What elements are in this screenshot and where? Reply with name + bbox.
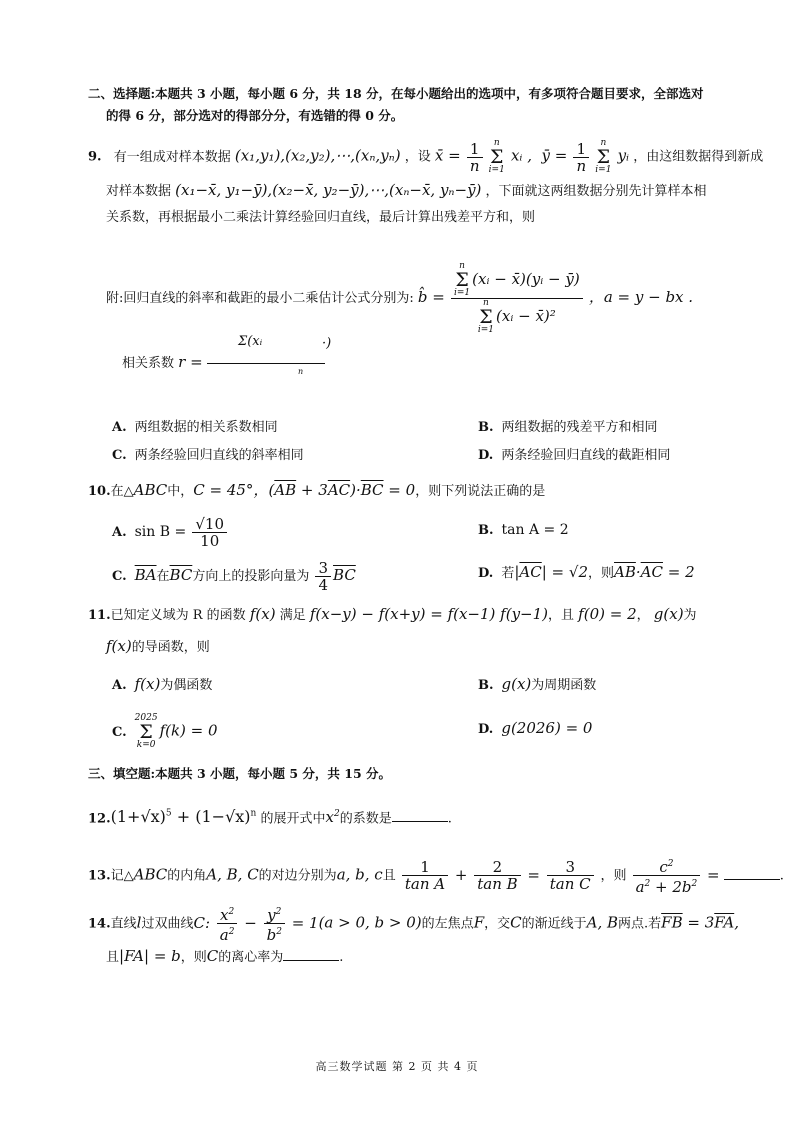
q10-number: 10. (88, 484, 111, 499)
option-label: D. (478, 566, 494, 581)
q9-corr-fraction-bar (207, 363, 325, 364)
q14-math: (a > 0, b > 0) (318, 913, 422, 932)
q13-equation: $\frac{1}{\text{tan A}}$ + $\frac{2}{\text{tan B}}$ = $\frac{3}{\text{tan C}}$ (400, 866, 601, 884)
q14-stem (88, 904, 739, 943)
q10-option-c[interactable] (112, 560, 356, 593)
q14-math: |FA| = b (119, 947, 181, 965)
q14-math: F (473, 913, 485, 932)
q13-text: 记△ (110, 868, 134, 884)
q13-text: 的对边分别为 (258, 868, 337, 884)
q9-option-d[interactable] (478, 446, 670, 466)
q9-yi: yᵢ (617, 146, 630, 165)
q9-appendix (106, 262, 693, 335)
q13-target: $\frac{c^2}{a^2 + 2b^2}$ = (631, 866, 720, 884)
q11-text: 为 (683, 608, 697, 623)
sum-symbol: n Σ i=1 (454, 261, 471, 298)
q14-math: C (206, 947, 219, 965)
q13-text: ，则 (600, 868, 627, 884)
q9-xi: xᵢ , ȳ = (510, 146, 568, 165)
q13-answer-blank[interactable] (724, 865, 780, 880)
q11-text: ， (636, 608, 650, 623)
q11-math: f(x−y) − f(x+y) = f(x−1) f(y−1) (309, 605, 549, 623)
q9-corr-label: 相关系数 (122, 356, 175, 371)
q9-option-c[interactable] (112, 446, 304, 466)
q9-intercept: ，a = y − bx . (588, 288, 694, 306)
q13-math: ABC (133, 865, 168, 884)
q10-stem (88, 480, 545, 502)
q13-text: . (779, 868, 784, 884)
q14-answer-blank[interactable] (283, 946, 339, 961)
q14-text: 的离心率为 (218, 950, 284, 965)
q11-stem-cont (106, 636, 210, 658)
q14-math: C (510, 913, 522, 932)
q10-text: 中， (167, 484, 194, 499)
q13-math: a, b, c (336, 865, 383, 884)
q9-slope-fraction: n Σ i=1(xᵢ − x̄)(yᵢ − ȳ) n Σ i=1(xᵢ − x̄)² (451, 262, 583, 335)
q9-corr-numerator-end: ·) (322, 336, 332, 351)
q14-text: ，则 (180, 950, 207, 965)
fill-section-header: 三、填空题:本题共 3 小题，每小题 5 分，共 15 分。 (88, 766, 392, 781)
q14-number: 14. (88, 916, 111, 932)
q14-vector-relation: $\overline{FB} = 3\overline{FA}$, (661, 913, 739, 932)
q14-text: . (339, 950, 344, 965)
q11-text: 已知定义域为 R 的函数 (110, 608, 246, 623)
q9-line3: 关系数，再根据最小二乘法计算经验回归直线，最后计算出残差平方和，则 (106, 210, 536, 225)
option-label: D. (478, 448, 494, 463)
q11-math: g(x) (653, 605, 684, 623)
sum-symbol: n Σ i=1 (595, 138, 612, 175)
option-math: g(x) (501, 675, 532, 693)
sum-symbol: n Σ i=1 (488, 138, 505, 175)
q9-text: ，下面就这两组数据分别先计算样本相 (485, 184, 707, 199)
q11-math: f(x) (249, 605, 276, 623)
q9-frac: $\frac{1}{n}$ (467, 141, 483, 174)
option-text: 两组数据的残差平方和相同 (501, 420, 658, 435)
q9-text: 有一组成对样本数据 (113, 149, 231, 165)
q9-corr-numerator: Σ(xᵢ (238, 334, 263, 349)
q10-text: 在△ (110, 484, 134, 499)
option-label: A. (112, 678, 127, 693)
q10-angle: C = 45°， (193, 481, 269, 499)
q11-number: 11. (88, 608, 111, 623)
option-text: 若 (501, 566, 515, 581)
option-text: tan A = 2 (501, 522, 569, 538)
choice-section-header-cont: 的得 6 分，部分选对的得部分分，有选错的得 0 分。 (106, 108, 404, 123)
sum-symbol: 2025 Σ k=0 (134, 713, 158, 750)
q10-triangle: ABC (133, 481, 168, 499)
q10-c-fraction: $\frac{3}{4}$ (315, 560, 331, 593)
q14-text: 过双曲线 (141, 916, 194, 932)
q14-text: 直线 (110, 916, 137, 932)
q12-text: 的展开式中 (260, 811, 326, 827)
option-text: ，则 (588, 566, 615, 581)
option-label: A. (112, 525, 127, 540)
q11-math: f(0) = 2 (578, 605, 637, 623)
sum-symbol: n Σ i=1 (477, 298, 495, 335)
q11-math: f(x) (106, 637, 132, 655)
page-footer: 高三数学试题 第 2 页 共 4 页 (315, 1060, 479, 1073)
q9-line1 (88, 139, 763, 175)
q9-r: r = (178, 353, 203, 371)
q10-vector-condition: $(\overline{AB} + 3\overline{AC})\cdot\overline{BC} = 0$ (268, 481, 416, 499)
q13-stem (88, 856, 784, 895)
q14-text: 的左焦点 (421, 916, 474, 932)
q10-d-condition: $|\overline{AC}| = √2$ (514, 563, 588, 581)
choice-section-header: 二、选择题:本题共 3 小题，每小题 6 分，共 18 分，在每小题给出的选项中，有多项符合题目要求，全部选对 (88, 86, 704, 101)
q13-number: 13. (88, 868, 111, 884)
q11-option-a[interactable] (112, 674, 212, 696)
q11-option-d[interactable] (478, 718, 592, 740)
option-text: 在 (156, 569, 170, 584)
q13-math: A, B, C (206, 865, 259, 884)
option-label: B. (478, 523, 494, 538)
option-label: C. (112, 569, 127, 584)
option-label: B. (478, 420, 494, 435)
q9-appendix-label: 附:回归直线的斜率和截距的最小二乘估计公式分别为: (106, 291, 414, 306)
q12-term: $x^2$ (325, 808, 340, 827)
q9-correlation (122, 334, 332, 376)
q9-b-hat: b̂ = (417, 288, 445, 306)
q14-text: 两点.若 (618, 916, 662, 932)
q9-text: 对样本数据 (106, 184, 172, 199)
option-label: A. (112, 420, 127, 435)
q11-option-b[interactable] (478, 674, 596, 696)
q9-number: 9. (88, 149, 102, 165)
option-text: 为偶函数 (160, 678, 213, 693)
option-text: 两条经验回归直线的斜率相同 (134, 448, 304, 463)
q14-text: 的渐近线于 (521, 916, 587, 932)
option-text: 为周期函数 (531, 678, 597, 693)
option-text: sin B = (134, 524, 187, 540)
q9-new-data: (x₁−x̄, y₁−ȳ),(x₂−x̄, y₂−ȳ),⋯,(xₙ−x̄, yₙ−ȳ) (175, 181, 482, 199)
q9-text: ，由这组数据得到新成 (633, 149, 764, 165)
q10-vec-ba: $\overline{BA}$ (134, 566, 157, 584)
q12-answer-blank[interactable] (392, 807, 448, 822)
q12-expression: $(1+√x)^5 + (1-√x)^n$ (110, 807, 257, 827)
q11-stem (88, 604, 697, 626)
q13-text: 且 (382, 868, 396, 884)
q9-line2 (106, 180, 707, 202)
q9-corr-denominator: n (298, 367, 304, 376)
q12-text: 的系数是 (339, 811, 392, 827)
option-math: g(2026) = 0 (501, 719, 593, 737)
q12-text: . (447, 811, 452, 827)
q14-text: 且 (106, 950, 120, 965)
q10-vec-bc: $\overline{BC}$ (169, 566, 193, 584)
option-math: f(x) (134, 675, 161, 693)
q10-a-fraction: $\frac{√10}{10}$ (192, 516, 227, 549)
q11-text: 的导函数，则 (131, 640, 210, 655)
q14-math: l (136, 913, 142, 932)
q14-math: A, B (586, 913, 619, 932)
option-label: C. (112, 448, 127, 463)
q14-text: ，交 (484, 916, 511, 932)
q9-mean-x: x̄ = (434, 146, 461, 165)
option-text: 两条经验回归直线的截距相同 (501, 448, 671, 463)
q13-text: 的内角 (167, 868, 207, 884)
option-label: B. (478, 678, 494, 693)
q11-option-c[interactable] (112, 714, 218, 750)
q14-hyperbola: C: $\frac{x^2}{a^2}$ − $\frac{y^2}{b^2}$ = 1 (193, 906, 319, 944)
option-label: D. (478, 722, 494, 737)
q14-stem-cont (106, 946, 343, 968)
q11-text: 满足 (279, 608, 306, 623)
q9-option-b[interactable] (478, 418, 658, 438)
q10-d-result: $\overline{AB}\cdot\overline{AC} = 2$ (614, 563, 695, 581)
q10-option-a[interactable] (112, 516, 229, 549)
q10-text: ，则下列说法正确的是 (415, 484, 546, 499)
q12-stem (88, 804, 452, 829)
q10-option-d[interactable] (478, 562, 695, 584)
q9-data: (x₁,y₁),(x₂,y₂),⋯,(xₙ,yₙ) (234, 146, 401, 165)
q11-text: ，且 (548, 608, 575, 623)
q10-option-b[interactable] (478, 520, 569, 541)
q9-option-a[interactable] (112, 418, 278, 438)
option-text: 两组数据的相关系数相同 (134, 420, 278, 435)
q9-frac: $\frac{1}{n}$ (573, 141, 589, 174)
q12-number: 12. (88, 811, 111, 827)
option-label: C. (112, 724, 127, 740)
option-math: f(k) = 0 (159, 721, 218, 740)
q10-vec-bc: $\overline{BC}$ (333, 566, 356, 584)
option-text: 方向上的投影向量为 (192, 569, 310, 584)
q9-text: ，设 (404, 149, 431, 165)
